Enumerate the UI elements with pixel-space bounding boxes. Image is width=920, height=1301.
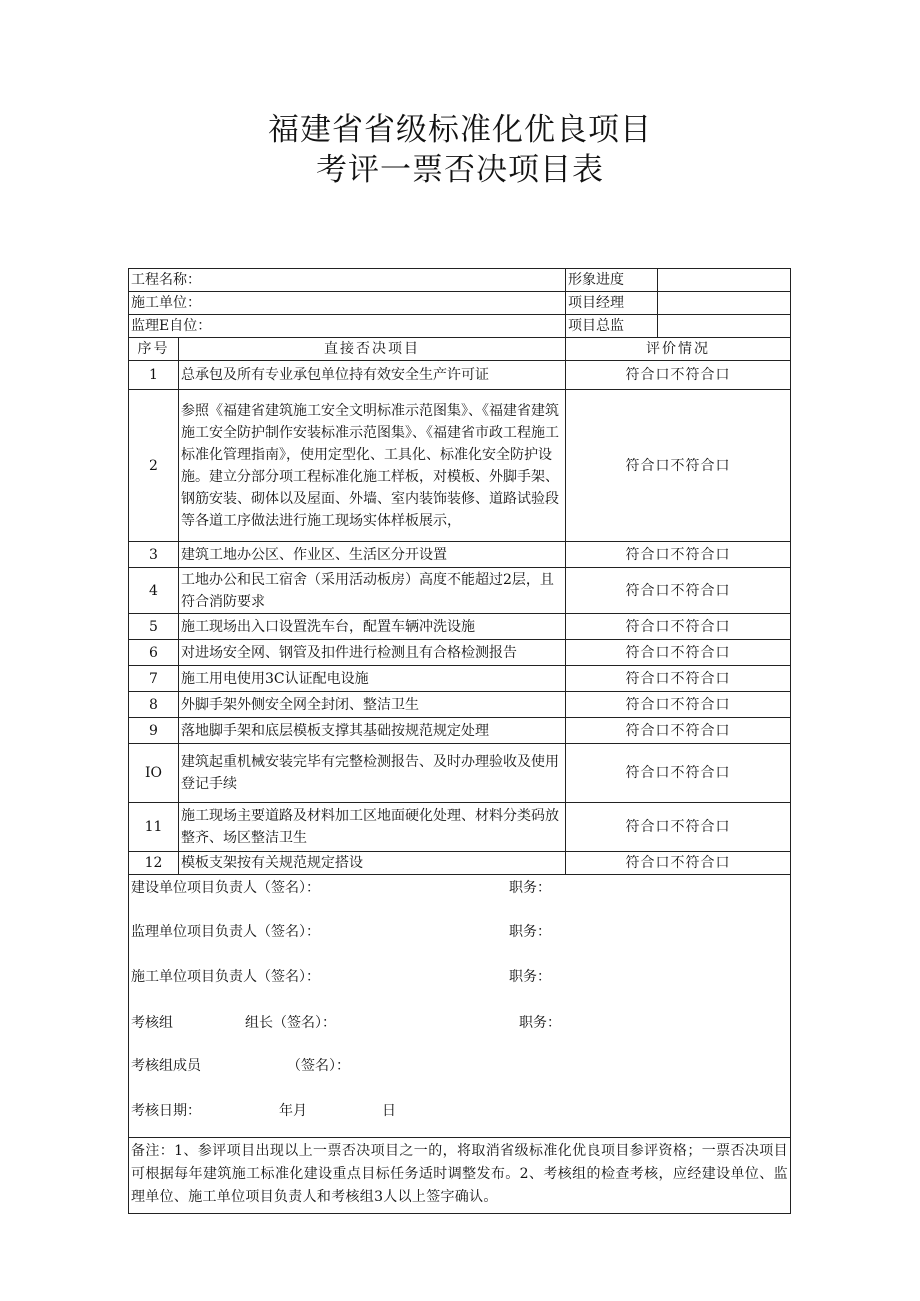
row-number: 3 xyxy=(129,542,179,568)
contractor-sign-label[interactable]: 施工单位项目负责人（签名）： xyxy=(131,969,320,985)
table-row xyxy=(129,718,791,744)
row-evaluation[interactable]: 符合口不符合口 xyxy=(566,640,791,666)
contractor-duty-label[interactable]: 职务： xyxy=(509,969,551,985)
progress-label: 形象进度 xyxy=(566,269,658,292)
table-row xyxy=(129,390,791,542)
builder-sign-label[interactable]: 建设单位项目负责人（签名）： xyxy=(131,880,320,896)
row-number: 7 xyxy=(129,666,179,692)
col-header-eval: 评价情况 xyxy=(566,338,791,361)
row-number: 8 xyxy=(129,692,179,718)
col-header-item: 直接否决项目 xyxy=(179,338,566,361)
row-evaluation[interactable]: 符合口不符合口 xyxy=(566,542,791,568)
row-number: 1 xyxy=(129,361,179,390)
row-item: 施工现场出入口设置洗车台，配置车辆冲洗设施 xyxy=(179,614,566,640)
supervisor-sign-label[interactable]: 监理单位项目负责人（签名）： xyxy=(131,924,320,940)
row-number: 11 xyxy=(129,803,179,852)
row-number: 9 xyxy=(129,718,179,744)
signature-section xyxy=(129,875,791,1138)
column-header-row xyxy=(129,338,791,361)
manager-value-field[interactable] xyxy=(658,292,791,315)
group-leader-sign-label[interactable]: 组长（签名）： xyxy=(245,1015,336,1031)
row-number: 5 xyxy=(129,614,179,640)
table-row xyxy=(129,692,791,718)
date-day[interactable]: 日 xyxy=(382,1103,396,1119)
row-evaluation[interactable]: 符合口不符合口 xyxy=(566,361,791,390)
row-evaluation[interactable]: 符合口不符合口 xyxy=(566,744,791,803)
row-item: 总承包及所有专业承包单位持有效安全生产许可证 xyxy=(179,361,566,390)
supervisor-unit-field[interactable]: 监理E自位： xyxy=(129,315,566,338)
table-row xyxy=(129,803,791,852)
page-subtitle: 考评一票否决项目表 xyxy=(316,152,604,188)
row-number: 12 xyxy=(129,852,179,875)
info-row-supervisor xyxy=(129,315,791,338)
table-row xyxy=(129,640,791,666)
col-header-no: 序号 xyxy=(129,338,179,361)
chief-supervisor-label: 项目总监 xyxy=(566,315,658,338)
row-item: 落地脚手架和底层模板支撑其基础按规范规定处理 xyxy=(179,718,566,744)
members-sign-label[interactable]: （签名）： xyxy=(287,1058,350,1074)
table-row xyxy=(129,568,791,614)
group-label: 考核组 xyxy=(131,1015,173,1031)
date-label: 考核日期： xyxy=(131,1103,201,1119)
progress-value-field[interactable] xyxy=(658,269,791,292)
row-evaluation[interactable]: 符合口不符合口 xyxy=(566,718,791,744)
signature-row xyxy=(129,875,791,1138)
table-row xyxy=(129,852,791,875)
table-row xyxy=(129,666,791,692)
row-evaluation[interactable]: 符合口不符合口 xyxy=(566,803,791,852)
info-row-contractor xyxy=(129,292,791,315)
table-row xyxy=(129,744,791,803)
row-number: 2 xyxy=(129,390,179,542)
row-evaluation[interactable]: 符合口不符合口 xyxy=(566,568,791,614)
note-text: 备注：1、参评项目出现以上一票否决项目之一的，将取消省级标准化优良项目参评资格；一票否决项目可根据每年建筑施工标准化建设重点目标任务适时调整发布。2、考核组的检查考核，应经建设单位、监理单位、施工单位项目负责人和考核组3人以上签字确认。 xyxy=(129,1138,791,1214)
group-duty-label[interactable]: 职务： xyxy=(519,1015,561,1031)
row-number: IO xyxy=(129,744,179,803)
manager-label: 项目经理 xyxy=(566,292,658,315)
row-number: 4 xyxy=(129,568,179,614)
supervisor-duty-label[interactable]: 职务： xyxy=(509,924,551,940)
row-evaluation[interactable]: 符合口不符合口 xyxy=(566,852,791,875)
row-item: 施工现场主要道路及材料加工区地面硬化处理、材料分类码放整齐、场区整洁卫生 xyxy=(179,803,566,852)
row-evaluation[interactable]: 符合口不符合口 xyxy=(566,692,791,718)
page-title: 福建省省级标准化优良项目 xyxy=(268,112,652,148)
table-row xyxy=(129,361,791,390)
row-item: 模板支架按有关规范规定搭设 xyxy=(179,852,566,875)
note-row xyxy=(129,1138,791,1214)
table-row xyxy=(129,614,791,640)
builder-duty-label[interactable]: 职务： xyxy=(509,880,551,896)
row-item: 建筑工地办公区、作业区、生活区分开设置 xyxy=(179,542,566,568)
row-evaluation[interactable]: 符合口不符合口 xyxy=(566,666,791,692)
row-item: 工地办公和民工宿舍（采用活动板房）高度不能超过2层，且符合消防要求 xyxy=(179,568,566,614)
contractor-field[interactable]: 施工单位： xyxy=(129,292,566,315)
row-item: 对进场安全网、钢管及扣件进行检测且有合格检测报告 xyxy=(179,640,566,666)
row-item: 施工用电使用3C认证配电设施 xyxy=(179,666,566,692)
row-item: 外脚手架外侧安全网全封闭、整洁卫生 xyxy=(179,692,566,718)
info-row-project xyxy=(129,269,791,292)
date-year-month[interactable]: 年月 xyxy=(279,1103,307,1119)
project-name-field[interactable]: 工程名称： xyxy=(129,269,566,292)
row-evaluation[interactable]: 符合口不符合口 xyxy=(566,390,791,542)
row-evaluation[interactable]: 符合口不符合口 xyxy=(566,614,791,640)
members-label: 考核组成员 xyxy=(131,1058,201,1074)
row-number: 6 xyxy=(129,640,179,666)
evaluation-table xyxy=(128,268,791,1214)
chief-supervisor-value-field[interactable] xyxy=(658,315,791,338)
row-item: 建筑起重机械安装完毕有完整检测报告、及时办理验收及使用登记手续 xyxy=(179,744,566,803)
table-row xyxy=(129,542,791,568)
row-item: 参照《福建省建筑施工安全文明标准示范图集》、《福建省建筑施工安全防护制作安装标准示范图集》、《福建省市政工程施工标准化管理指南》，使用定型化、工具化、标准化安全防护设施。建立分部分项工程标准化施工样板，对模板、外脚手架、钢筋安装、砌体以及屋面、外墙、室内装饰装修、道路试验段等各道工序做法进行施工现场实体样板展示， xyxy=(179,390,566,542)
